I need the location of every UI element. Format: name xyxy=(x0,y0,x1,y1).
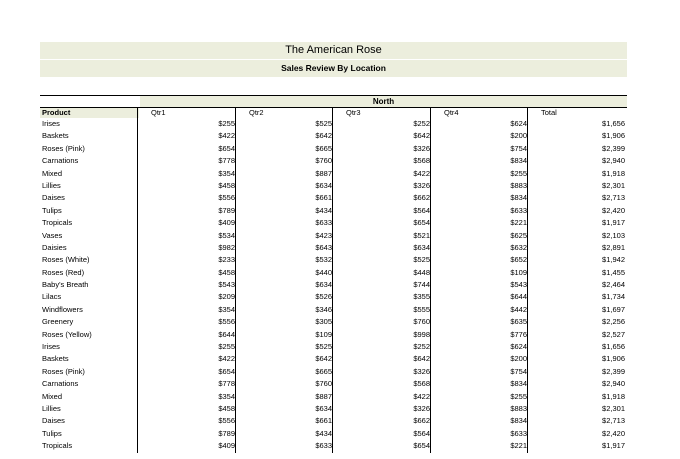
qtr2-cell: $346 xyxy=(315,304,332,314)
qtr1-cell: $458 xyxy=(218,267,235,277)
product-cell: Vases xyxy=(42,230,63,240)
qtr2-cell: $434 xyxy=(315,205,332,215)
data-rows xyxy=(40,118,627,453)
qtr3-cell: $422 xyxy=(413,391,430,401)
total-cell: $1,942 xyxy=(602,255,625,265)
qtr4-cell: $624 xyxy=(510,342,527,352)
product-cell: Mixed xyxy=(42,168,63,178)
total-cell: $2,420 xyxy=(602,428,625,438)
qtr4-cell: $625 xyxy=(510,230,527,240)
qtr1-cell: $778 xyxy=(218,379,235,389)
qtr3-cell: $568 xyxy=(413,379,430,389)
qtr2-cell: $643 xyxy=(315,242,332,252)
table-row xyxy=(40,353,627,365)
sales-report-sheet xyxy=(40,42,627,453)
total-cell: $1,697 xyxy=(602,304,625,314)
qtr1-cell: $209 xyxy=(218,292,235,302)
total-cell: $2,399 xyxy=(602,143,625,153)
total-cell: $2,713 xyxy=(602,193,625,203)
table-row xyxy=(40,341,627,353)
qtr1-cell: $556 xyxy=(218,193,235,203)
report-title: The American Rose xyxy=(40,42,627,59)
qtr2-cell: $633 xyxy=(315,441,332,451)
qtr1-cell: $534 xyxy=(218,230,235,240)
column-header-qtr1: Qtr1 xyxy=(151,108,166,117)
product-cell: Carnations xyxy=(42,156,79,166)
column-separator xyxy=(235,107,236,453)
product-cell: Daises xyxy=(42,416,65,426)
qtr2-cell: $526 xyxy=(315,292,332,302)
qtr1-cell: $422 xyxy=(218,131,235,141)
table-row xyxy=(40,366,627,378)
product-cell: Lillies xyxy=(42,403,61,413)
qtr4-cell: $834 xyxy=(510,156,527,166)
total-cell: $2,301 xyxy=(602,403,625,413)
total-cell: $1,917 xyxy=(602,218,625,228)
table-row xyxy=(40,180,627,192)
qtr3-cell: $326 xyxy=(413,143,430,153)
product-cell: Roses (Pink) xyxy=(42,143,85,153)
total-cell: $1,918 xyxy=(602,391,625,401)
qtr1-cell: $354 xyxy=(218,304,235,314)
qtr2-cell: $642 xyxy=(315,131,332,141)
qtr1-cell: $233 xyxy=(218,255,235,265)
total-cell: $1,917 xyxy=(602,441,625,451)
qtr4-cell: $221 xyxy=(510,441,527,451)
total-cell: $1,918 xyxy=(602,168,625,178)
qtr3-cell: $654 xyxy=(413,218,430,228)
qtr3-cell: $521 xyxy=(413,230,430,240)
qtr4-cell: $644 xyxy=(510,292,527,302)
product-cell: Baby's Breath xyxy=(42,280,89,290)
qtr1-cell: $409 xyxy=(218,441,235,451)
qtr2-cell: $887 xyxy=(315,391,332,401)
qtr4-cell: $633 xyxy=(510,428,527,438)
total-cell: $1,734 xyxy=(602,292,625,302)
qtr3-cell: $564 xyxy=(413,428,430,438)
qtr2-cell: $642 xyxy=(315,354,332,364)
table-row xyxy=(40,415,627,427)
table-row xyxy=(40,329,627,341)
qtr3-cell: $760 xyxy=(413,317,430,327)
qtr4-cell: $635 xyxy=(510,317,527,327)
product-cell: Carnations xyxy=(42,379,79,389)
total-cell: $2,301 xyxy=(602,180,625,190)
column-separator xyxy=(527,107,528,453)
total-cell: $2,940 xyxy=(602,156,625,166)
column-header-total: Total xyxy=(541,108,557,117)
qtr3-cell: $525 xyxy=(413,255,430,265)
qtr3-cell: $662 xyxy=(413,193,430,203)
qtr1-cell: $458 xyxy=(218,180,235,190)
qtr3-cell: $642 xyxy=(413,354,430,364)
product-cell: Lilacs xyxy=(42,292,62,302)
total-cell: $2,464 xyxy=(602,280,625,290)
total-cell: $2,940 xyxy=(602,379,625,389)
column-separator xyxy=(332,107,333,453)
table-row xyxy=(40,230,627,242)
qtr4-cell: $109 xyxy=(510,267,527,277)
qtr2-cell: $633 xyxy=(315,218,332,228)
qtr1-cell: $778 xyxy=(218,156,235,166)
qtr4-cell: $754 xyxy=(510,143,527,153)
total-cell: $1,656 xyxy=(602,342,625,352)
total-cell: $2,527 xyxy=(602,329,625,339)
product-cell: Windflowers xyxy=(42,304,83,314)
region-label: North xyxy=(140,96,627,107)
product-cell: Tulips xyxy=(42,428,62,438)
spacer xyxy=(40,77,627,95)
qtr2-cell: $440 xyxy=(315,267,332,277)
product-cell: Daises xyxy=(42,193,65,203)
product-cell: Irises xyxy=(42,119,60,128)
qtr4-cell: $442 xyxy=(510,304,527,314)
total-cell: $1,906 xyxy=(602,131,625,141)
qtr1-cell: $654 xyxy=(218,366,235,376)
table-row xyxy=(40,217,627,229)
total-cell: $1,906 xyxy=(602,354,625,364)
table-row xyxy=(40,279,627,291)
qtr2-cell: $634 xyxy=(315,280,332,290)
column-separator xyxy=(137,107,138,453)
qtr4-cell: $633 xyxy=(510,205,527,215)
table-row xyxy=(40,378,627,390)
qtr1-cell: $255 xyxy=(218,342,235,352)
table-row xyxy=(40,440,627,452)
qtr3-cell: $422 xyxy=(413,168,430,178)
qtr2-cell: $661 xyxy=(315,416,332,426)
qtr2-cell: $532 xyxy=(315,255,332,265)
qtr4-cell: $255 xyxy=(510,168,527,178)
qtr3-cell: $642 xyxy=(413,131,430,141)
qtr4-cell: $200 xyxy=(510,131,527,141)
qtr3-cell: $564 xyxy=(413,205,430,215)
product-cell: Roses (Yellow) xyxy=(42,329,92,339)
table-row xyxy=(40,130,627,142)
qtr3-cell: $326 xyxy=(413,403,430,413)
qtr2-cell: $887 xyxy=(315,168,332,178)
qtr4-cell: $834 xyxy=(510,379,527,389)
column-separator xyxy=(430,107,431,453)
qtr3-cell: $355 xyxy=(413,292,430,302)
table-row xyxy=(40,267,627,279)
qtr1-cell: $255 xyxy=(218,119,235,128)
qtr3-cell: $654 xyxy=(413,441,430,451)
table-row xyxy=(40,391,627,403)
qtr4-cell: $543 xyxy=(510,280,527,290)
qtr2-cell: $109 xyxy=(315,329,332,339)
table-row xyxy=(40,155,627,167)
qtr3-cell: $252 xyxy=(413,119,430,128)
qtr3-cell: $998 xyxy=(413,329,430,339)
total-cell: $2,420 xyxy=(602,205,625,215)
product-cell: Tropicals xyxy=(42,218,73,228)
total-cell: $2,891 xyxy=(602,242,625,252)
qtr1-cell: $409 xyxy=(218,218,235,228)
table-row xyxy=(40,291,627,303)
qtr4-cell: $652 xyxy=(510,255,527,265)
total-cell: $2,103 xyxy=(602,230,625,240)
qtr3-cell: $326 xyxy=(413,366,430,376)
total-cell: $1,656 xyxy=(602,119,625,128)
qtr1-cell: $644 xyxy=(218,329,235,339)
qtr2-cell: $760 xyxy=(315,156,332,166)
table-row xyxy=(40,242,627,254)
qtr2-cell: $665 xyxy=(315,366,332,376)
qtr1-cell: $354 xyxy=(218,168,235,178)
table-row xyxy=(40,192,627,204)
qtr2-cell: $525 xyxy=(315,119,332,128)
total-cell: $2,399 xyxy=(602,366,625,376)
qtr1-cell: $556 xyxy=(218,317,235,327)
qtr3-cell: $448 xyxy=(413,267,430,277)
qtr4-cell: $834 xyxy=(510,193,527,203)
qtr4-cell: $200 xyxy=(510,354,527,364)
product-cell: Tropicals xyxy=(42,441,73,451)
table-row xyxy=(40,254,627,266)
qtr1-cell: $654 xyxy=(218,143,235,153)
qtr2-cell: $525 xyxy=(315,342,332,352)
qtr3-cell: $555 xyxy=(413,304,430,314)
qtr3-cell: $662 xyxy=(413,416,430,426)
qtr1-cell: $543 xyxy=(218,280,235,290)
qtr4-cell: $221 xyxy=(510,218,527,228)
qtr4-cell: $883 xyxy=(510,403,527,413)
column-header-row xyxy=(40,107,627,118)
qtr3-cell: $326 xyxy=(413,180,430,190)
column-header-qtr3: Qtr3 xyxy=(346,108,361,117)
qtr2-cell: $760 xyxy=(315,379,332,389)
product-cell: Lillies xyxy=(42,180,61,190)
qtr3-cell: $744 xyxy=(413,280,430,290)
product-cell: Tulips xyxy=(42,205,62,215)
report-subtitle: Sales Review By Location xyxy=(40,59,627,77)
total-cell: $2,256 xyxy=(602,317,625,327)
table-row xyxy=(40,143,627,155)
table-row xyxy=(40,428,627,440)
qtr3-cell: $252 xyxy=(413,342,430,352)
qtr2-cell: $634 xyxy=(315,403,332,413)
qtr1-cell: $789 xyxy=(218,205,235,215)
table-row xyxy=(40,205,627,217)
qtr2-cell: $634 xyxy=(315,180,332,190)
table-row xyxy=(40,316,627,328)
qtr4-cell: $255 xyxy=(510,391,527,401)
qtr2-cell: $665 xyxy=(315,143,332,153)
product-cell: Daisies xyxy=(42,242,67,252)
table-row xyxy=(40,118,627,130)
qtr2-cell: $423 xyxy=(315,230,332,240)
qtr4-cell: $624 xyxy=(510,119,527,128)
column-header-qtr2: Qtr2 xyxy=(249,108,264,117)
qtr4-cell: $883 xyxy=(510,180,527,190)
qtr1-cell: $556 xyxy=(218,416,235,426)
region-header-row xyxy=(40,95,627,107)
product-cell: Baskets xyxy=(42,354,69,364)
table-row xyxy=(40,304,627,316)
product-cell: Mixed xyxy=(42,391,63,401)
product-cell: Roses (Pink) xyxy=(42,366,85,376)
qtr1-cell: $422 xyxy=(218,354,235,364)
qtr1-cell: $789 xyxy=(218,428,235,438)
total-cell: $1,455 xyxy=(602,267,625,277)
product-cell: Irises xyxy=(42,342,60,352)
column-header-qtr4: Qtr4 xyxy=(444,108,459,117)
qtr4-cell: $632 xyxy=(510,242,527,252)
product-cell: Baskets xyxy=(42,131,69,141)
qtr1-cell: $982 xyxy=(218,242,235,252)
qtr1-cell: $458 xyxy=(218,403,235,413)
qtr2-cell: $305 xyxy=(315,317,332,327)
qtr4-cell: $754 xyxy=(510,366,527,376)
product-cell: Roses (Red) xyxy=(42,267,85,277)
table-row xyxy=(40,403,627,415)
qtr3-cell: $634 xyxy=(413,242,430,252)
product-cell: Greenery xyxy=(42,317,74,327)
qtr2-cell: $434 xyxy=(315,428,332,438)
product-cell: Roses (White) xyxy=(42,255,90,265)
qtr3-cell: $568 xyxy=(413,156,430,166)
qtr2-cell: $661 xyxy=(315,193,332,203)
qtr1-cell: $354 xyxy=(218,391,235,401)
qtr4-cell: $834 xyxy=(510,416,527,426)
table-row xyxy=(40,168,627,180)
qtr4-cell: $776 xyxy=(510,329,527,339)
total-cell: $2,713 xyxy=(602,416,625,426)
column-header-product: Product xyxy=(40,108,139,118)
